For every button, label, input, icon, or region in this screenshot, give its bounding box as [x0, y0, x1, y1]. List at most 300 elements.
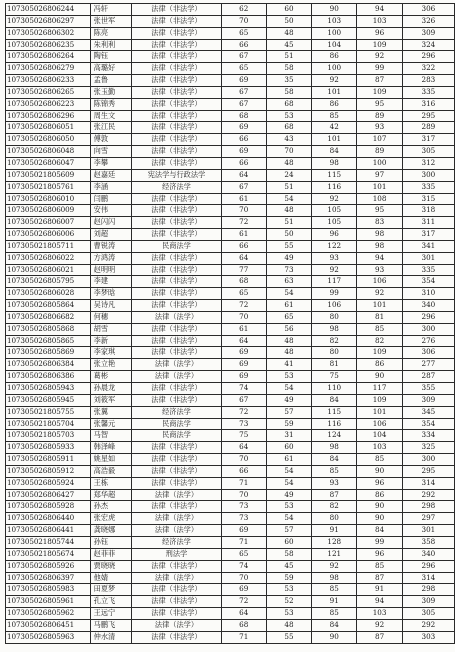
total-score-cell: 317 [402, 134, 454, 146]
table-row [6, 371, 455, 383]
score-politics-cell: 70 [221, 454, 266, 466]
total-score-cell: 335 [402, 86, 454, 98]
major-cell: 法律（非法学） [132, 205, 221, 217]
name-cell: 何穗 [90, 311, 132, 323]
major-cell: 法律（非法学） [132, 217, 221, 229]
score-subject1-cell: 90 [312, 4, 357, 16]
score-foreign-language-cell: 68 [266, 98, 311, 110]
score-subject1-cell: 80 [312, 347, 357, 359]
total-score-cell: 297 [402, 513, 454, 525]
candidate-id-cell: 107305026806022 [6, 252, 91, 264]
candidate-id-cell: 107305026806010 [6, 193, 91, 205]
total-score-cell: 309 [402, 394, 454, 406]
score-subject1-cell: 117 [312, 276, 357, 288]
score-politics-cell: 66 [221, 465, 266, 477]
score-subject1-cell: 98 [312, 442, 357, 454]
candidate-id-cell: 107305026806050 [6, 134, 91, 146]
score-subject2-cell: 86 [357, 359, 402, 371]
name-cell: 孙杰 [90, 501, 132, 513]
table-row [6, 572, 455, 584]
total-score-cell: 276 [402, 335, 454, 347]
major-cell: 法律（法学） [132, 359, 221, 371]
score-subject1-cell: 87 [312, 489, 357, 501]
score-subject1-cell: 116 [312, 181, 357, 193]
candidate-id-cell: 107305026806021 [6, 264, 91, 276]
score-foreign-language-cell: 57 [266, 525, 311, 537]
score-politics-cell: 70 [221, 205, 266, 217]
total-score-cell: 354 [402, 418, 454, 430]
score-politics-cell: 65 [221, 63, 266, 75]
major-cell: 法律（非法学） [132, 276, 221, 288]
table-row [6, 122, 455, 134]
total-score-cell: 296 [402, 560, 454, 572]
score-subject2-cell: 83 [357, 217, 402, 229]
score-politics-cell: 69 [221, 122, 266, 134]
name-cell: 李涵 [90, 181, 132, 193]
score-subject1-cell: 96 [312, 229, 357, 241]
candidate-id-cell: 107305026806297 [6, 15, 91, 27]
score-subject1-cell: 85 [312, 465, 357, 477]
score-politics-cell: 69 [221, 75, 266, 87]
score-politics-cell: 70 [221, 311, 266, 323]
score-politics-cell: 66 [221, 157, 266, 169]
score-politics-cell: 72 [221, 300, 266, 312]
score-foreign-language-cell: 49 [266, 489, 311, 501]
name-cell: 王远宁 [90, 608, 132, 620]
major-cell: 法律（非法学） [132, 51, 221, 63]
table-row [6, 181, 455, 193]
total-score-cell: 318 [402, 205, 454, 217]
table-row [6, 513, 455, 525]
major-cell: 法律（非法学） [132, 335, 221, 347]
table-row [6, 347, 455, 359]
score-subject1-cell: 93 [312, 477, 357, 489]
candidate-id-cell: 107305026805945 [6, 394, 91, 406]
score-politics-cell: 71 [221, 536, 266, 548]
name-cell: 吴诗凡 [90, 300, 132, 312]
name-cell: 张立艳 [90, 359, 132, 371]
table-row [6, 27, 455, 39]
score-subject1-cell: 128 [312, 536, 357, 548]
score-subject1-cell: 82 [312, 335, 357, 347]
score-politics-cell: 69 [221, 359, 266, 371]
candidate-id-cell: 107305026805864 [6, 300, 91, 312]
name-cell: 张宏虎 [90, 513, 132, 525]
score-subject2-cell: 109 [357, 39, 402, 51]
candidate-id-cell: 107305026806047 [6, 157, 91, 169]
name-cell: 王栋 [90, 477, 132, 489]
score-subject1-cell: 115 [312, 169, 357, 181]
major-cell: 法律（法学） [132, 525, 221, 537]
score-subject2-cell: 106 [357, 276, 402, 288]
score-subject1-cell: 84 [312, 146, 357, 158]
total-score-cell: 314 [402, 477, 454, 489]
score-politics-cell: 70 [221, 15, 266, 27]
table-row [6, 394, 455, 406]
name-cell: 李建 [90, 276, 132, 288]
major-cell: 刑法学 [132, 548, 221, 560]
score-subject2-cell: 108 [357, 193, 402, 205]
score-foreign-language-cell: 53 [266, 608, 311, 620]
candidate-id-cell: 107305026805962 [6, 608, 91, 620]
score-foreign-language-cell: 53 [266, 584, 311, 596]
candidate-id-cell: 107305026805868 [6, 323, 91, 335]
table-row [6, 406, 455, 418]
total-score-cell: 309 [402, 27, 454, 39]
candidate-id-cell: 107305026806384 [6, 359, 91, 371]
score-politics-cell: 64 [221, 252, 266, 264]
score-subject2-cell: 98 [357, 229, 402, 241]
score-politics-cell: 73 [221, 501, 266, 513]
major-cell: 法律（非法学） [132, 229, 221, 241]
score-subject1-cell: 115 [312, 406, 357, 418]
name-cell: 孔立飞 [90, 596, 132, 608]
total-score-cell: 310 [402, 288, 454, 300]
score-politics-cell: 64 [221, 169, 266, 181]
candidate-id-cell: 107305021805744 [6, 536, 91, 548]
candidate-id-cell: 107305026805911 [6, 454, 91, 466]
score-subject2-cell: 87 [357, 631, 402, 643]
score-politics-cell: 71 [221, 631, 266, 643]
name-cell: 陈亮 [90, 27, 132, 39]
major-cell: 法律（非法学） [132, 63, 221, 75]
major-cell: 法律（非法学） [132, 477, 221, 489]
table-row [6, 240, 455, 252]
candidate-id-cell: 107305026806265 [6, 86, 91, 98]
score-politics-cell: 70 [221, 572, 266, 584]
score-subject1-cell: 84 [312, 394, 357, 406]
score-subject2-cell: 89 [357, 110, 402, 122]
total-score-cell: 335 [402, 264, 454, 276]
table-row [6, 311, 455, 323]
score-politics-cell: 66 [221, 39, 266, 51]
score-foreign-language-cell: 53 [266, 501, 311, 513]
score-subject2-cell: 92 [357, 619, 402, 631]
name-cell: 刘筱军 [90, 394, 132, 406]
score-foreign-language-cell: 24 [266, 169, 311, 181]
score-foreign-language-cell: 45 [266, 560, 311, 572]
major-cell: 法律（法学） [132, 311, 221, 323]
score-foreign-language-cell: 70 [266, 146, 311, 158]
score-politics-cell: 64 [221, 442, 266, 454]
score-subject2-cell: 82 [357, 335, 402, 347]
name-cell: 李新 [90, 335, 132, 347]
table-row [6, 560, 455, 572]
score-subject1-cell: 101 [312, 86, 357, 98]
score-foreign-language-cell: 60 [266, 4, 311, 16]
score-subject1-cell: 101 [312, 134, 357, 146]
table-row [6, 536, 455, 548]
candidate-id-cell: 107305026805926 [6, 560, 91, 572]
name-cell: 马智 [90, 430, 132, 442]
candidate-id-cell: 107305026806397 [6, 572, 91, 584]
table-row [6, 110, 455, 122]
score-subject2-cell: 92 [357, 288, 402, 300]
score-foreign-language-cell: 53 [266, 371, 311, 383]
score-subject1-cell: 121 [312, 548, 357, 560]
score-subject2-cell: 93 [357, 264, 402, 276]
score-subject1-cell: 122 [312, 240, 357, 252]
score-subject1-cell: 81 [312, 359, 357, 371]
score-foreign-language-cell: 51 [266, 181, 311, 193]
name-cell: 田夏梦 [90, 584, 132, 596]
total-score-cell: 312 [402, 157, 454, 169]
major-cell: 民商法学 [132, 418, 221, 430]
major-cell: 民商法学 [132, 240, 221, 252]
candidate-id-cell: 107305026806006 [6, 229, 91, 241]
score-politics-cell: 61 [221, 193, 266, 205]
candidate-id-cell: 107305026806009 [6, 205, 91, 217]
major-cell: 法律（非法学） [132, 383, 221, 395]
total-score-cell: 283 [402, 75, 454, 87]
score-subject2-cell: 81 [357, 311, 402, 323]
score-foreign-language-cell: 41 [266, 359, 311, 371]
score-foreign-language-cell: 59 [266, 418, 311, 430]
score-politics-cell: 69 [221, 146, 266, 158]
score-politics-cell: 73 [221, 513, 266, 525]
name-cell: 韩泽峰 [90, 442, 132, 454]
score-subject2-cell: 106 [357, 418, 402, 430]
score-subject2-cell: 87 [357, 572, 402, 584]
score-subject2-cell: 96 [357, 27, 402, 39]
table-row [6, 442, 455, 454]
score-foreign-language-cell: 57 [266, 406, 311, 418]
score-subject1-cell: 90 [312, 631, 357, 643]
total-score-cell: 314 [402, 572, 454, 584]
major-cell: 法律（非法学） [132, 122, 221, 134]
name-cell: 李梦晗 [90, 288, 132, 300]
name-cell: 曹锐涛 [90, 240, 132, 252]
name-cell: 张世军 [90, 15, 132, 27]
candidate-id-cell: 107305026806682 [6, 311, 91, 323]
name-cell: 姚星如 [90, 454, 132, 466]
candidate-id-cell: 107305026806223 [6, 98, 91, 110]
score-foreign-language-cell: 56 [266, 323, 311, 335]
score-subject1-cell: 92 [312, 264, 357, 276]
major-cell: 法律（非法学） [132, 300, 221, 312]
major-cell: 法律（非法学） [132, 134, 221, 146]
score-foreign-language-cell: 63 [266, 276, 311, 288]
candidate-id-cell: 107305026805928 [6, 501, 91, 513]
name-cell: 周生文 [90, 110, 132, 122]
score-foreign-language-cell: 52 [266, 596, 311, 608]
total-score-cell: 340 [402, 300, 454, 312]
major-cell: 法律（非法学） [132, 39, 221, 51]
score-subject2-cell: 101 [357, 181, 402, 193]
name-cell: 傅敦 [90, 134, 132, 146]
candidate-id-cell: 107305026805983 [6, 584, 91, 596]
score-foreign-language-cell: 50 [266, 15, 311, 27]
score-subject2-cell: 94 [357, 252, 402, 264]
score-subject2-cell: 90 [357, 465, 402, 477]
table-row [6, 63, 455, 75]
score-foreign-language-cell: 48 [266, 27, 311, 39]
table-row [6, 359, 455, 371]
score-subject2-cell: 90 [357, 501, 402, 513]
major-cell: 经济法学 [132, 406, 221, 418]
name-cell: 向雪 [90, 146, 132, 158]
candidate-id-cell: 107305026805924 [6, 477, 91, 489]
score-subject2-cell: 99 [357, 536, 402, 548]
score-subject1-cell: 80 [312, 513, 357, 525]
table-row [6, 217, 455, 229]
table-row [6, 525, 455, 537]
score-subject2-cell: 117 [357, 383, 402, 395]
name-cell: 冯轩 [90, 4, 132, 16]
score-foreign-language-cell: 45 [266, 39, 311, 51]
major-cell: 法律（非法学） [132, 584, 221, 596]
major-cell: 法律（非法学） [132, 465, 221, 477]
table-row [6, 134, 455, 146]
table-row [6, 169, 455, 181]
major-cell: 民商法学 [132, 430, 221, 442]
score-subject1-cell: 75 [312, 371, 357, 383]
table-row [6, 252, 455, 264]
table-row [6, 39, 455, 51]
table-row [6, 15, 455, 27]
table-row [6, 51, 455, 63]
table-row [6, 323, 455, 335]
score-politics-cell: 67 [221, 98, 266, 110]
name-cell: 他婧 [90, 572, 132, 584]
score-subject2-cell: 93 [357, 122, 402, 134]
score-foreign-language-cell: 51 [266, 217, 311, 229]
score-politics-cell: 68 [221, 276, 266, 288]
name-cell: 朱利利 [90, 39, 132, 51]
total-score-cell: 311 [402, 217, 454, 229]
score-politics-cell: 69 [221, 347, 266, 359]
total-score-cell: 300 [402, 454, 454, 466]
score-foreign-language-cell: 55 [266, 631, 311, 643]
name-cell: 安伟 [90, 205, 132, 217]
score-table-body [6, 4, 455, 644]
score-subject1-cell: 98 [312, 323, 357, 335]
table-row [6, 86, 455, 98]
table-row [6, 98, 455, 110]
score-politics-cell: 69 [221, 525, 266, 537]
score-foreign-language-cell: 54 [266, 465, 311, 477]
candidate-id-cell: 107305021805704 [6, 418, 91, 430]
score-subject1-cell: 105 [312, 205, 357, 217]
name-cell: 孙钰 [90, 536, 132, 548]
candidate-id-cell: 107305026806440 [6, 513, 91, 525]
name-cell: 张翼 [90, 406, 132, 418]
table-row [6, 300, 455, 312]
table-row [6, 430, 455, 442]
score-foreign-language-cell: 58 [266, 548, 311, 560]
score-politics-cell: 67 [221, 51, 266, 63]
score-politics-cell: 61 [221, 229, 266, 241]
table-row [6, 454, 455, 466]
total-score-cell: 296 [402, 51, 454, 63]
total-score-cell: 355 [402, 383, 454, 395]
total-score-cell: 317 [402, 229, 454, 241]
score-subject2-cell: 103 [357, 15, 402, 27]
score-foreign-language-cell: 58 [266, 63, 311, 75]
score-subject2-cell: 84 [357, 525, 402, 537]
candidate-id-cell: 107305026805963 [6, 631, 91, 643]
score-foreign-language-cell: 31 [266, 430, 311, 442]
score-foreign-language-cell: 65 [266, 311, 311, 323]
score-foreign-language-cell: 60 [266, 442, 311, 454]
score-subject2-cell: 101 [357, 406, 402, 418]
major-cell: 法律（非法学） [132, 347, 221, 359]
major-cell: 法律（非法学） [132, 394, 221, 406]
table-row [6, 619, 455, 631]
score-subject1-cell: 92 [312, 193, 357, 205]
score-politics-cell: 66 [221, 240, 266, 252]
total-score-cell: 335 [402, 181, 454, 193]
total-score-cell: 298 [402, 501, 454, 513]
score-subject2-cell: 95 [357, 205, 402, 217]
major-cell: 法律（非法学） [132, 323, 221, 335]
table-row [6, 229, 455, 241]
name-cell: 仲水清 [90, 631, 132, 643]
score-subject2-cell: 86 [357, 489, 402, 501]
total-score-cell: 295 [402, 110, 454, 122]
candidate-id-cell: 107305026806028 [6, 288, 91, 300]
score-foreign-language-cell: 50 [266, 229, 311, 241]
score-politics-cell: 64 [221, 608, 266, 620]
name-cell: 刘超 [90, 229, 132, 241]
major-cell: 法律（非法学） [132, 454, 221, 466]
candidate-id-cell: 107305021805703 [6, 430, 91, 442]
score-foreign-language-cell: 68 [266, 122, 311, 134]
score-politics-cell: 61 [221, 323, 266, 335]
score-subject2-cell: 109 [357, 347, 402, 359]
table-row [6, 193, 455, 205]
major-cell: 法律（非法学） [132, 264, 221, 276]
name-cell: 高浩毅 [90, 465, 132, 477]
name-cell: 李攀 [90, 157, 132, 169]
score-foreign-language-cell: 48 [266, 157, 311, 169]
table-row [6, 584, 455, 596]
score-subject2-cell: 89 [357, 146, 402, 158]
name-cell: 赵闪闪 [90, 217, 132, 229]
score-subject2-cell: 104 [357, 430, 402, 442]
name-cell: 胡雪 [90, 323, 132, 335]
table-row [6, 418, 455, 430]
score-foreign-language-cell: 48 [266, 347, 311, 359]
total-score-cell: 358 [402, 536, 454, 548]
major-cell: 法律（非法学） [132, 560, 221, 572]
score-foreign-language-cell: 48 [266, 205, 311, 217]
major-cell: 法律（非法学） [132, 442, 221, 454]
score-politics-cell: 68 [221, 619, 266, 631]
major-cell: 法律（非法学） [132, 193, 221, 205]
major-cell: 法律（法学） [132, 572, 221, 584]
score-foreign-language-cell: 54 [266, 477, 311, 489]
total-score-cell: 326 [402, 15, 454, 27]
major-cell: 法律（非法学） [132, 146, 221, 158]
candidate-id-cell: 107305026805869 [6, 347, 91, 359]
score-table [5, 3, 455, 644]
candidate-id-cell: 107305021805755 [6, 406, 91, 418]
score-subject1-cell: 86 [312, 98, 357, 110]
total-score-cell: 292 [402, 489, 454, 501]
total-score-cell: 301 [402, 525, 454, 537]
score-subject1-cell: 104 [312, 39, 357, 51]
score-subject1-cell: 42 [312, 122, 357, 134]
score-foreign-language-cell: 61 [266, 300, 311, 312]
score-foreign-language-cell: 59 [266, 572, 311, 584]
name-cell: 郑华超 [90, 489, 132, 501]
score-subject2-cell: 96 [357, 477, 402, 489]
total-score-cell: 298 [402, 584, 454, 596]
table-row [6, 264, 455, 276]
major-cell: 法律（非法学） [132, 288, 221, 300]
score-foreign-language-cell: 35 [266, 75, 311, 87]
